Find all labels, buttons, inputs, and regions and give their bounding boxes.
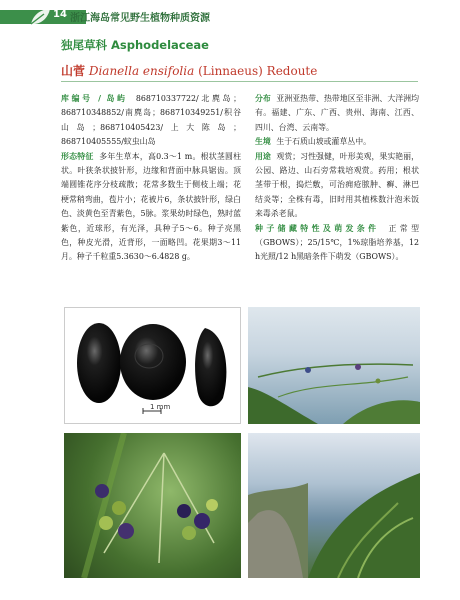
family-title: 独尾草科 Asphodelaceae xyxy=(61,38,209,52)
berries-illustration xyxy=(64,433,241,578)
usage-text: 观赏；习性强健，叶形美观，果实艳丽，公园、路边、山石旁常栽培观赏。药用；根状茎带于根，捣烂敷，可治痈疮脓肿、癣、淋巴结炎等；全株有毒，旧时用其植株数汁泡米饭来毒杀老鼠。 xyxy=(255,151,419,219)
plant-stems-illustration xyxy=(248,307,420,424)
collection-text: 868710337722/北麂岛；868710348852/南麂岛；868710349251/积谷山岛；868710405423/上大陈岛；868710405555/蚊虫山岛 xyxy=(61,94,242,147)
usage-paragraph xyxy=(255,150,419,222)
coastline-habitat-photo xyxy=(248,433,420,578)
storage-label: 种子储藏特性及萌发条件 xyxy=(255,223,380,233)
features-label: 形态特征 xyxy=(61,151,94,161)
left-column xyxy=(61,92,241,265)
habitat-label: 生境 xyxy=(255,137,271,147)
usage-label: 用途 xyxy=(255,151,271,161)
species-cn-name: 山菅 xyxy=(61,64,86,78)
storage-text: 正常型（GBOWS）；25/15℃，1%琼脂培养基，12 h光照/12 h黑暗条件下萌发（GBOWS）。 xyxy=(255,223,419,262)
features-text: 多年生草本，高0.3～1 m。根状茎圆柱状。叶狭条状披针形，边缘和背面中脉具锯齿。顶端圆锥花序分枝疏散；花常多数生于侧枝上端；花梗常稍弯曲，苞片小；花被片6，条状披针形，绿白色、淡黄色至青紫色，5脉。浆果幼时绿色，熟时蓝紫色，近球形，有光泽，具种子5～6。种子亮黑色，种皮光滑，近背形，一面略凹。花果期3～11月。种子千粒重5.3630～6.4828 g。 xyxy=(61,151,241,262)
right-column xyxy=(255,92,419,265)
collection-label: 库编号 / 岛屿 xyxy=(61,94,128,103)
coastal-plant-photo xyxy=(248,307,420,424)
divider xyxy=(61,81,418,82)
distribution-paragraph xyxy=(255,92,419,135)
page-header xyxy=(0,0,460,34)
species-author: (Linnaeus) Redoute xyxy=(194,64,318,78)
coastline-illustration xyxy=(248,433,420,578)
habitat-text: 生于石质山坡或灌草丛中。 xyxy=(276,137,372,147)
running-head: 浙江海岛常见野生植物种质资源 xyxy=(70,13,210,24)
berries-photo xyxy=(64,433,241,578)
habitat-paragraph xyxy=(255,135,419,149)
features-paragraph xyxy=(61,150,241,265)
page-number: 14 xyxy=(53,9,67,20)
seed-photo xyxy=(64,307,241,424)
collection-paragraph xyxy=(61,92,241,150)
species-title xyxy=(61,62,317,79)
leaf-logo-icon xyxy=(28,6,52,28)
species-latin-name: Dianella ensifolia xyxy=(88,64,195,78)
distribution-label: 分布 xyxy=(255,94,271,103)
storage-paragraph xyxy=(255,222,419,265)
scale-bar-label: 1 mm xyxy=(150,403,171,411)
distribution-text: 亚洲亚热带、热带地区至非洲、大洋洲均有。福建、广东、广西、贵州、海南、江西、四川、台湾、云南等。 xyxy=(255,94,419,132)
